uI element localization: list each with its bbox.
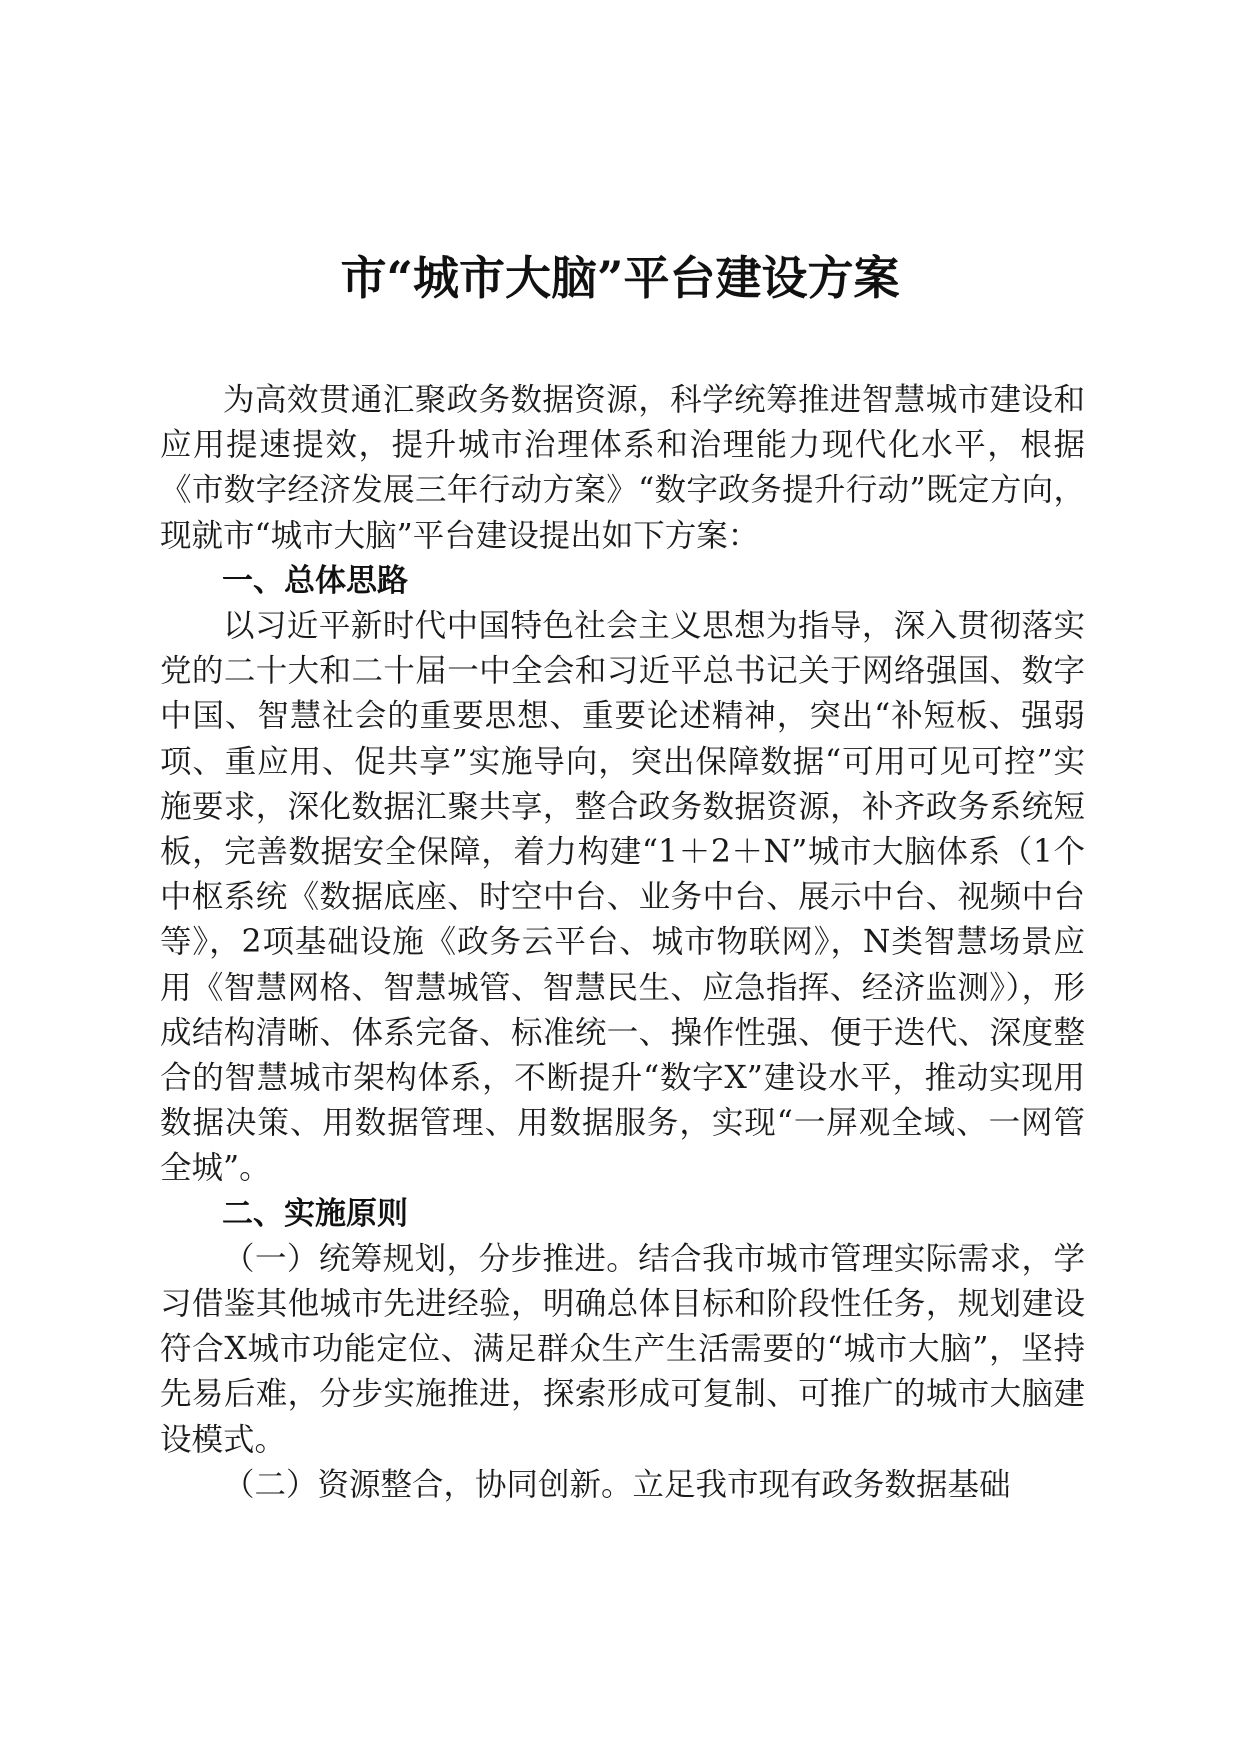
principle-paragraph-1: （一）统筹规划，分步推进。结合我市城市管理实际需求，学习借鉴其他城市先进经验，明确总体目标和阶段性任务，规划建设符合X城市功能定位、满足群众生产生活需要的“城市大脑”，坚持先易后难，分步实施推进，探索形成可复制、可推广的城市大脑建设模式。 (160, 1240, 1085, 1458)
overall-approach-paragraph: 以习近平新时代中国特色社会主义思想为指导，深入贯彻落实党的二十大和二十届一中全会和习近平总书记关于网络强国、数字中国、智慧社会的重要思想、重要论述精神，突出“补短板、强弱项、重应用、促共享”实施导向，突出保障数据“可用可见可控”实施要求，深化数据汇聚共享，整合政务数据资源，补齐政务系统短板，完善数据安全保障，着力构建“1＋2＋N”城市大脑体系（1个中枢系统《数据底座、时空中台、业务中台、展示中台、视频中台等》，2项基础设施《政务云平台、城市物联网》，N类智慧场景应用《智慧网格、智慧城管、智慧民生、应急指挥、经济监测》），形成结构清晰、体系完备、标准统一、操作性强、便于迭代、深度整合的智慧城市架构体系，不断提升“数字X”建设水平，推动实现用数据决策、用数据管理、用数据服务，实现“一屏观全域、一网管全城”。 (160, 608, 1085, 1187)
document-body (160, 378, 1085, 1508)
intro-paragraph: 为高效贯通汇聚政务数据资源，科学统筹推进智慧城市建设和应用提速提效，提升城市治理体系和治理能力现代化水平，根据《市数字经济发展三年行动方案》“数字政务提升行动”既定方向，现就市“城市大脑”平台建设提出如下方案： (160, 382, 1085, 554)
section-heading-overall-approach: 一、总体思路 (222, 562, 408, 599)
section-heading-principles: 二、实施原则 (222, 1195, 408, 1232)
principle-paragraph-2: （二）资源整合，协同创新。立足我市现有政务数据基础 (223, 1466, 1011, 1503)
document-title: 市“城市大脑”平台建设方案 (340, 251, 900, 305)
